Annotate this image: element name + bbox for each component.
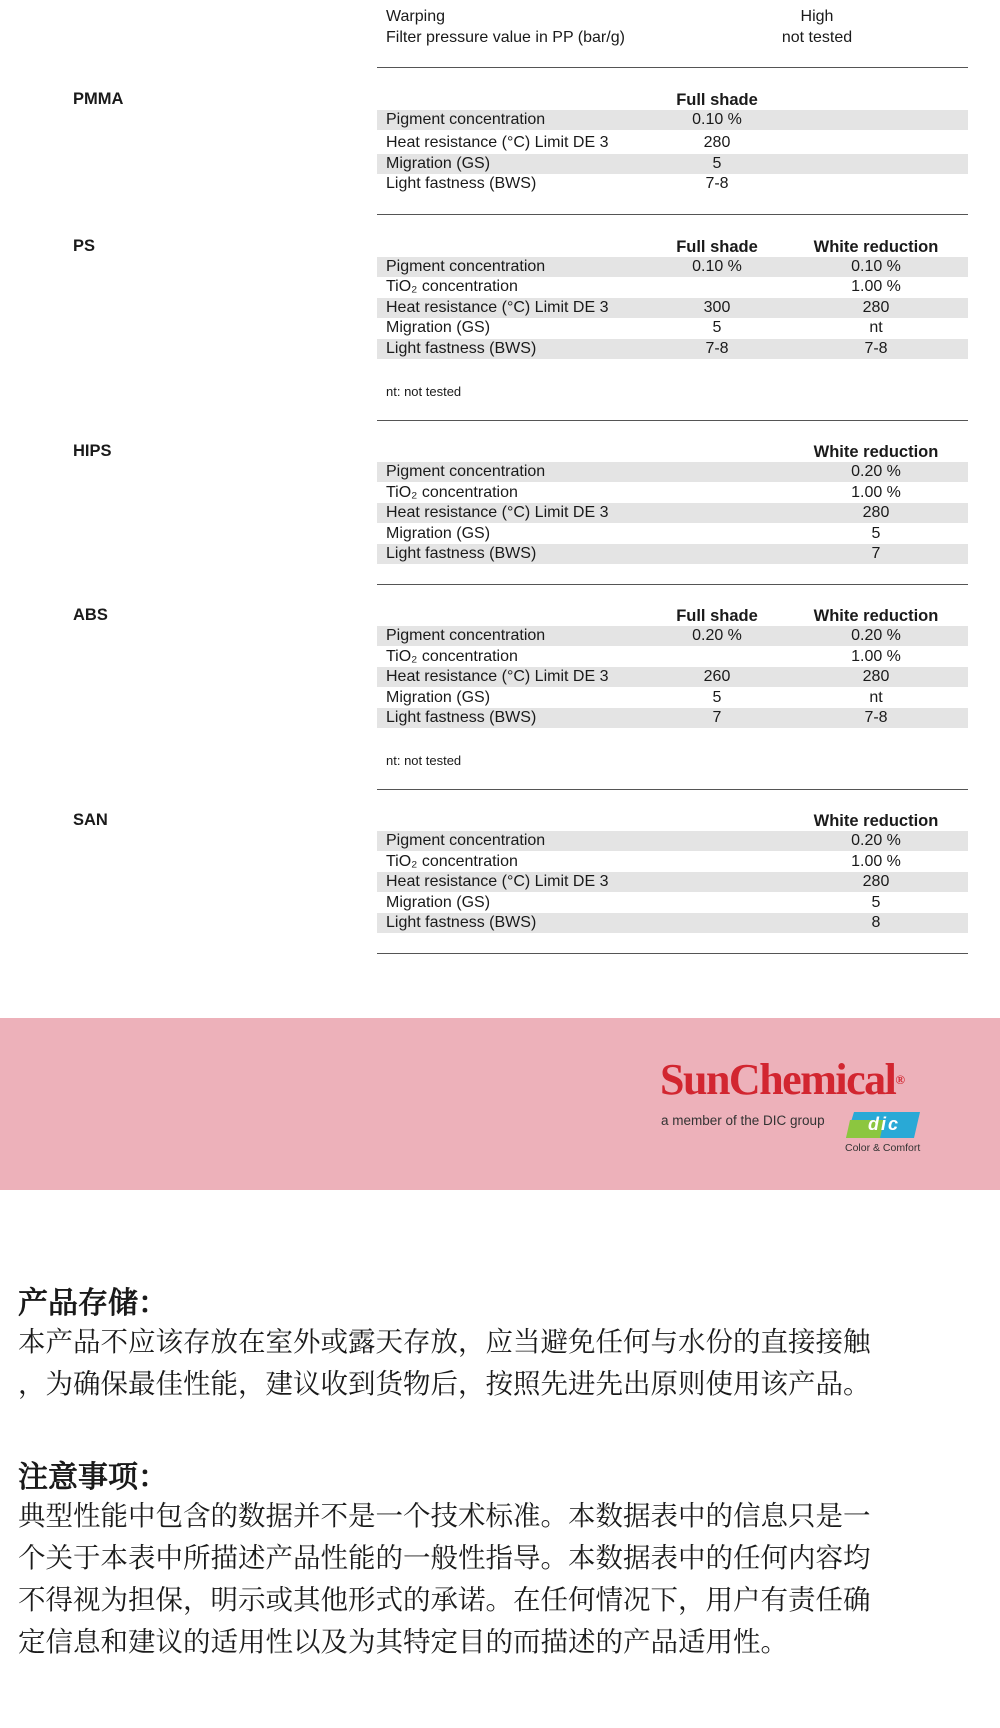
- row-label: Pigment concentration: [386, 627, 546, 644]
- row-label: Light fastness (BWS): [386, 914, 537, 931]
- notice-heading: 注意事项：: [18, 1460, 168, 1495]
- table-row: [377, 852, 968, 872]
- table-row: [377, 483, 968, 503]
- column-header-white-reduction: White reduction: [813, 443, 939, 461]
- row-label: Pigment concentration: [386, 463, 546, 480]
- section-title: ABS: [73, 606, 108, 624]
- storage-line: ，为确保最佳性能，建议收到货物后，按照先进先出原则使用该产品。: [18, 1368, 871, 1400]
- full-shade-value: 7: [712, 709, 722, 726]
- white-reduction-value: 5: [871, 525, 881, 542]
- full-shade-value: 0.10 %: [692, 111, 742, 128]
- table-row: [377, 133, 968, 153]
- row-label: Pigment concentration: [386, 111, 546, 128]
- column-header-full-shade: Full shade: [676, 607, 758, 625]
- white-reduction-value: nt: [869, 689, 883, 706]
- table-row: [377, 174, 968, 194]
- full-shade-value: 5: [712, 689, 722, 706]
- column-header-white-reduction: White reduction: [813, 238, 939, 256]
- row-label: Migration (GS): [386, 894, 491, 911]
- row-label: Light fastness (BWS): [386, 175, 537, 192]
- white-reduction-value: 5: [871, 894, 881, 911]
- full-shade-value: 300: [703, 299, 731, 316]
- table-row: [377, 339, 968, 359]
- divider: [377, 789, 968, 790]
- white-reduction-value: 0.20 %: [851, 832, 901, 849]
- notice-line: 个关于本表中所描述产品性能的一般性指导。本数据表中的任何内容均: [18, 1542, 871, 1574]
- white-reduction-value: 8: [871, 914, 881, 931]
- filter-pressure-label: Filter pressure value in PP (bar/g): [386, 29, 625, 46]
- white-reduction-value: 0.20 %: [851, 463, 901, 480]
- full-shade-value: 7-8: [705, 175, 729, 192]
- white-reduction-value: 280: [862, 504, 890, 521]
- full-shade-value: 0.10 %: [692, 258, 742, 275]
- divider: [377, 67, 968, 68]
- table-row: [377, 110, 968, 130]
- warping-label: Warping: [386, 8, 445, 25]
- table-row: [377, 318, 968, 338]
- table-row: [377, 913, 968, 933]
- row-label: TiO₂ concentration: [386, 484, 518, 501]
- white-reduction-value: 1.00 %: [851, 484, 901, 501]
- full-shade-value: 280: [703, 134, 731, 151]
- filter-pressure-value: not tested: [781, 29, 853, 46]
- full-shade-value: 7-8: [705, 340, 729, 357]
- dic-logo-text: dic: [868, 1114, 901, 1134]
- brand-band: [0, 1018, 1000, 1190]
- row-label: TiO₂ concentration: [386, 853, 518, 870]
- row-label: Migration (GS): [386, 319, 491, 336]
- row-label: Migration (GS): [386, 525, 491, 542]
- white-reduction-value: 7-8: [864, 709, 888, 726]
- white-reduction-value: 7: [871, 545, 881, 562]
- table-row: [377, 544, 968, 564]
- dic-group-tagline: a member of the DIC group: [661, 1113, 825, 1128]
- table-row: [377, 688, 968, 708]
- divider: [377, 420, 968, 421]
- row-label: Heat resistance (°C) Limit DE 3: [386, 873, 609, 890]
- row-label: Light fastness (BWS): [386, 545, 537, 562]
- row-label: Migration (GS): [386, 689, 491, 706]
- white-reduction-value: 1.00 %: [851, 853, 901, 870]
- logo-text: SunChemical: [660, 1055, 896, 1104]
- white-reduction-value: 1.00 %: [851, 278, 901, 295]
- table-row: [377, 667, 968, 687]
- column-header-white-reduction: White reduction: [813, 607, 939, 625]
- table-row: [377, 626, 968, 646]
- registered-mark: ®: [895, 1072, 906, 1087]
- sunchemical-logo: [660, 1055, 906, 1104]
- row-label: Light fastness (BWS): [386, 340, 537, 357]
- row-label: Light fastness (BWS): [386, 709, 537, 726]
- white-reduction-value: 280: [862, 873, 890, 890]
- section-title: PMMA: [73, 90, 124, 108]
- divider: [377, 584, 968, 585]
- column-header-full-shade: Full shade: [676, 238, 758, 256]
- table-row: [377, 524, 968, 544]
- footnote: nt: not tested: [386, 384, 462, 399]
- white-reduction-value: 280: [862, 668, 890, 685]
- white-reduction-value: 0.10 %: [851, 258, 901, 275]
- notice-line: 典型性能中包含的数据并不是一个技术标准。本数据表中的信息只是一: [18, 1500, 871, 1532]
- row-label: Pigment concentration: [386, 832, 546, 849]
- table-row: [377, 831, 968, 851]
- full-shade-value: 5: [712, 319, 722, 336]
- row-label: Pigment concentration: [386, 258, 546, 275]
- column-header-full-shade: Full shade: [676, 91, 758, 109]
- row-label: Migration (GS): [386, 155, 491, 172]
- row-label: Heat resistance (°C) Limit DE 3: [386, 668, 609, 685]
- table-row: [377, 277, 968, 297]
- row-label: Heat resistance (°C) Limit DE 3: [386, 134, 609, 151]
- column-header-white-reduction: White reduction: [813, 812, 939, 830]
- table-row: [377, 257, 968, 277]
- divider: [377, 953, 968, 954]
- white-reduction-value: nt: [869, 319, 883, 336]
- section-title: SAN: [73, 811, 108, 829]
- notice-line: 不得视为担保，明示或其他形式的承诺。在任何情况下，用户有责任确: [18, 1584, 871, 1616]
- table-row: [377, 298, 968, 318]
- table-row: [377, 503, 968, 523]
- footnote: nt: not tested: [386, 753, 462, 768]
- full-shade-value: 0.20 %: [692, 627, 742, 644]
- storage-line: 本产品不应该存放在室外或露天存放，应当避免任何与水份的直接接触: [18, 1326, 871, 1358]
- white-reduction-value: 0.20 %: [851, 627, 901, 644]
- dic-slogan: Color & Comfort: [845, 1142, 921, 1154]
- table-row: [377, 872, 968, 892]
- row-label: TiO₂ concentration: [386, 648, 518, 665]
- notice-line: 定信息和建议的适用性以及为其特定目的而描述的产品适用性。: [18, 1626, 788, 1658]
- divider: [377, 214, 968, 215]
- dic-logo: [846, 1112, 920, 1138]
- section-title: PS: [73, 237, 96, 255]
- table-row: [377, 708, 968, 728]
- table-row: [377, 647, 968, 667]
- white-reduction-value: 280: [862, 299, 890, 316]
- section-title: HIPS: [73, 442, 112, 460]
- full-shade-value: 5: [712, 155, 722, 172]
- warping-value: High: [800, 8, 834, 25]
- white-reduction-value: 7-8: [864, 340, 888, 357]
- table-row: [377, 154, 968, 174]
- table-row: [377, 462, 968, 482]
- table-row: [377, 893, 968, 913]
- storage-heading: 产品存储：: [18, 1286, 168, 1321]
- full-shade-value: 260: [703, 668, 731, 685]
- row-label: Heat resistance (°C) Limit DE 3: [386, 504, 609, 521]
- row-label: TiO₂ concentration: [386, 278, 518, 295]
- row-label: Heat resistance (°C) Limit DE 3: [386, 299, 609, 316]
- white-reduction-value: 1.00 %: [851, 648, 901, 665]
